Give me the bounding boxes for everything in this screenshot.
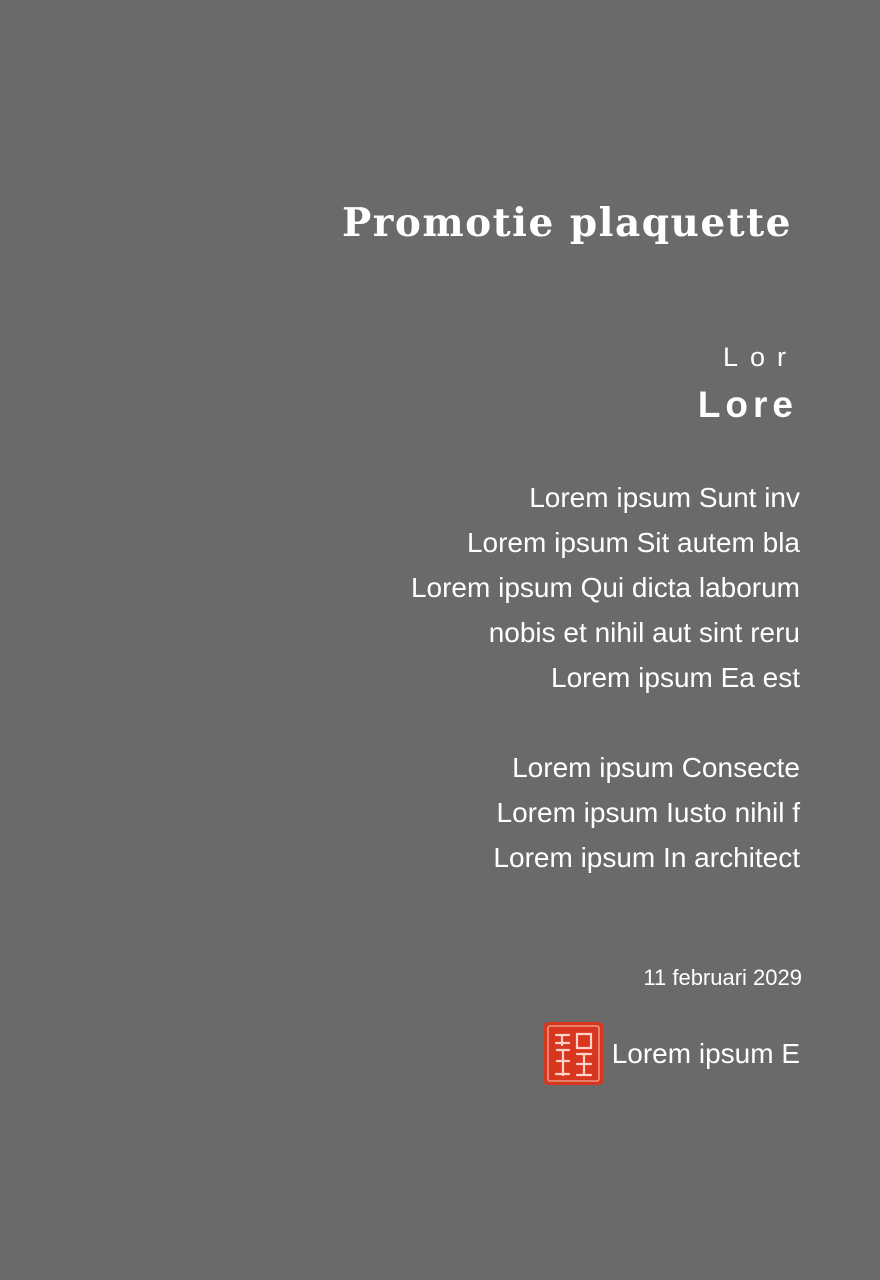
text-line: Lorem ipsum Sunt inv [529,482,800,513]
text-line: Lorem ipsum In architect [493,842,800,873]
text-line: Lorem ipsum Qui dicta laborum [410,572,800,603]
text-block-2 [493,745,800,880]
text-line: Lorem ipsum Iusto nihil f [496,797,800,828]
date-text: 11 februari 2029 [643,965,802,990]
text-line: Lorem ipsum Consecte [512,752,800,783]
page-title: Promotie plaquette [341,200,792,246]
signature-text: Lorem ipsum E [611,1038,800,1069]
subtitle-large: Lore [697,384,798,425]
text-line: Lorem ipsum Ea est [551,662,800,693]
text-line: Lorem ipsum Sit autem bla [466,527,800,558]
text-block-1 [411,475,800,700]
text-line: nobis et nihil aut sint reru [488,617,800,648]
subtitle-small: Lor [722,342,798,372]
seal-stamp-icon [543,1021,604,1086]
